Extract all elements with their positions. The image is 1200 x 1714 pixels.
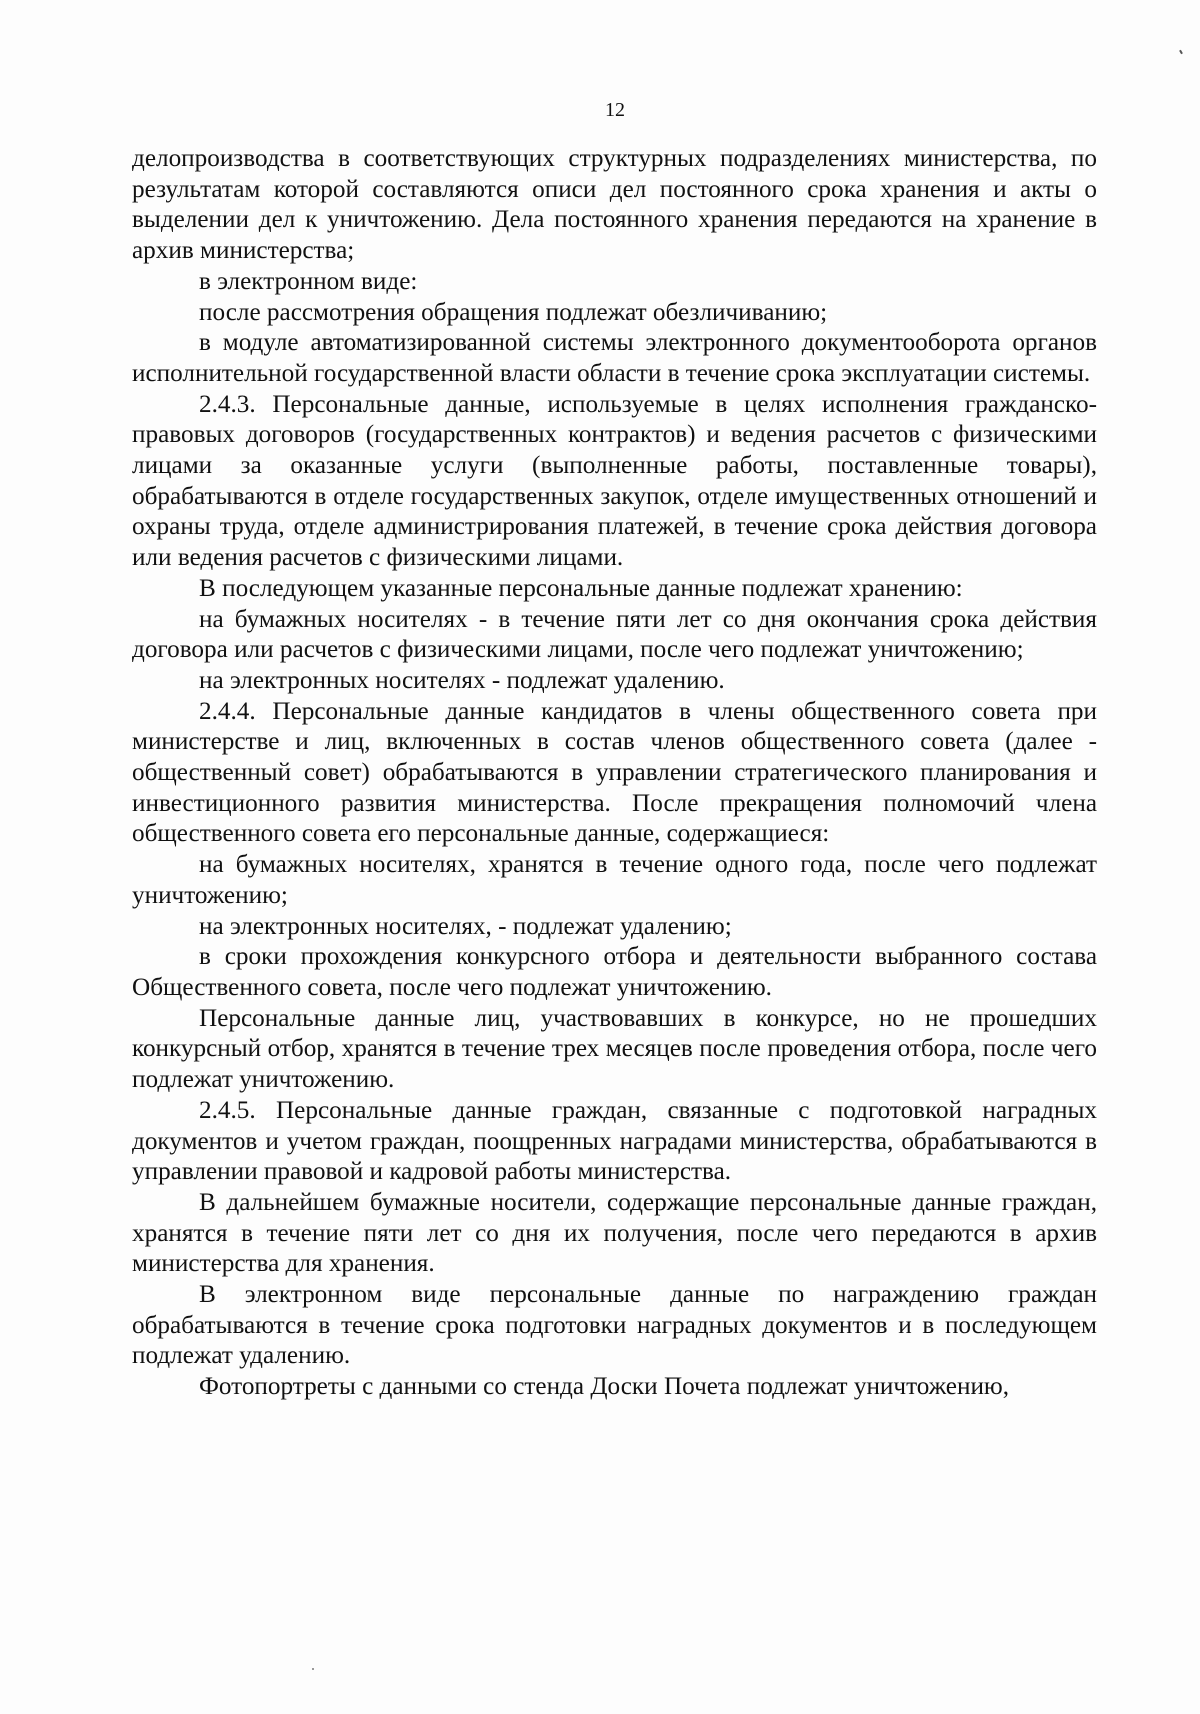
paragraph: 2.4.4. Персональные данные кандидатов в члены общественного совета при министерстве и лиц, включенных в состав членов общественного совета (далее - общественный совет) обрабатываются в управлении стратегического планирования и инвестиционного развития министерства. После прекращения полномочий члена общественного совета его персональные данные, содержащиеся: (132, 697, 1097, 848)
paragraph: на электронных носителях - подлежат удалению. (199, 666, 725, 694)
scan-speck (312, 1668, 314, 1670)
paragraph: Персональные данные лиц, участвовавших в конкурсе, но не прошедших конкурсный отбор, хранятся в течение трех месяцев после проведения отбора, после чего подлежат уничтожению. (132, 1004, 1097, 1094)
paragraph: на электронных носителях, - подлежат удалению; (199, 912, 732, 940)
paragraph: на бумажных носителях, хранятся в течение одного года, после чего подлежат уничтожению; (132, 851, 1097, 909)
paragraph: 2.4.5. Персональные данные граждан, связанные с подготовкой наградных документов и учетом граждан, поощренных наградами министерства, обрабатываются в управлении правовой и кадровой работы министерства. (132, 1096, 1097, 1186)
paragraph: в электронном виде: (199, 267, 418, 295)
paragraph: делопроизводства в соответствующих структурных подразделениях министерства, по результатам которой составляются описи дел постоянного срока хранения и акты о выделении дел к уничтожению. Дела постоянного хранения передаются на хранение в архив министерства; (132, 145, 1097, 265)
paragraph: В последующем указанные персональные данные подлежат хранению: (199, 574, 963, 602)
paragraph: после рассмотрения обращения подлежат обезличиванию; (199, 298, 828, 326)
scan-speck (1179, 50, 1183, 54)
paragraph: в сроки прохождения конкурсного отбора и деятельности выбранного состава Общественного совета, после чего подлежат уничтожению. (132, 943, 1097, 1001)
paragraph: Фотопортреты с данными со стенда Доски Почета подлежат уничтожению, (199, 1373, 1010, 1401)
document-body (132, 144, 1097, 1403)
page-number: 12 (605, 99, 625, 121)
paragraph: на бумажных носителях - в течение пяти лет со дня окончания срока действия договора или расчетов с физическими лицами, после чего подлежат уничтожению; (132, 605, 1097, 664)
paragraph: В электронном виде персональные данные по награждению граждан обрабатываются в течение срока подготовки наградных документов и в последующем подлежат удалению. (132, 1281, 1097, 1370)
paragraph: в модуле автоматизированной системы электронного документооборота органов исполнительной государственной власти области в течение срока эксплуатации системы. (132, 329, 1097, 387)
paragraph: В дальнейшем бумажные носители, содержащие персональные данные граждан, хранятся в течение пяти лет со дня их получения, после чего передаются в архив министерства для хранения. (132, 1188, 1097, 1278)
paragraph: 2.4.3. Персональные данные, используемые в целях исполнения гражданско-правовых договоров (государственных контрактов) и ведения расчетов с физическими лицами за оказанные услуги (выполненные работы, поставленные товары), обрабатываются в отделе государственных закупок, отделе имущественных отношений и охраны труда, отделе администрирования платежей, в течение срока действия договора или ведения расчетов с физическими лицами. (132, 390, 1097, 572)
